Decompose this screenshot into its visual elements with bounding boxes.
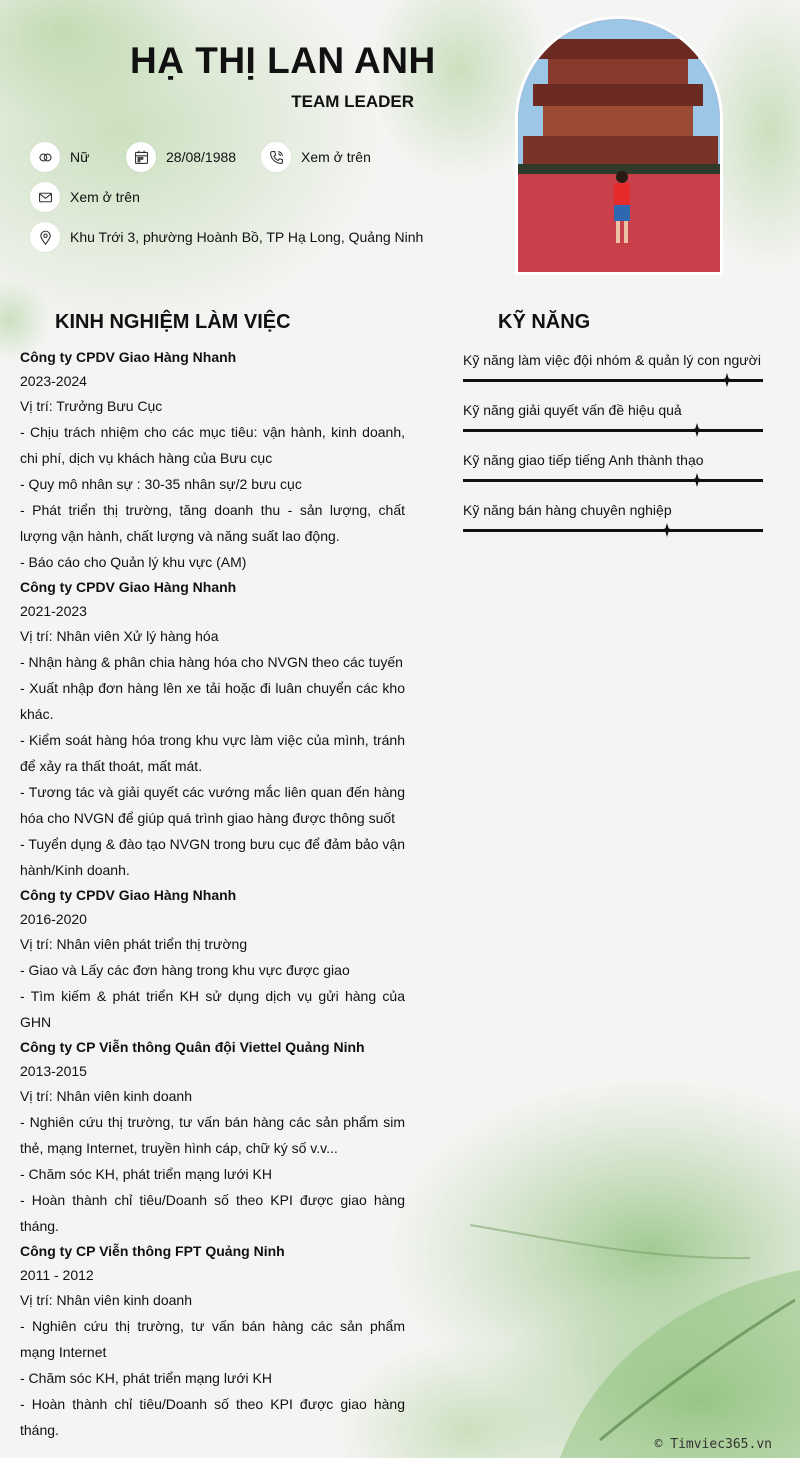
experience-item [20, 1035, 405, 1239]
duty-line: - Xuất nhập đơn hàng lên xe tải hoặc đi luân chuyển các kho khác. [20, 680, 405, 722]
skill-item [463, 350, 763, 400]
address-value: Khu Trới 3, phường Hoành Bồ, TP Hạ Long, Quảng Ninh [70, 229, 424, 245]
profile-photo [515, 16, 723, 275]
duty-line: - Nghiên cứu thị trường, tư vấn bán hàng các sản phẩm sim thẻ, mạng Internet, truyền hình cáp, chữ ký số v.v... [20, 1114, 405, 1156]
star-icon [690, 473, 704, 487]
company-name: Công ty CPDV Giao Hàng Nhanh [20, 579, 237, 595]
watermark: © Timviec365.vn [654, 1437, 772, 1452]
experience-item [20, 1239, 405, 1443]
gender-value: Nữ [70, 149, 90, 165]
duty-line: - Báo cáo cho Quản lý khu vực (AM) [20, 554, 247, 570]
birthday-value: 28/08/1988 [166, 149, 237, 165]
experience-item [20, 345, 405, 575]
duty-line: - Kiểm soát hàng hóa trong khu vực làm việc của mình, tránh để xảy ra thất thoát, mất mát. [20, 732, 405, 774]
work-period: 2021-2023 [20, 603, 87, 619]
duty-line: - Phát triển thị trường, tăng doanh thu - sản lượng, chất lượng vận hành, chất lượng và năng suất lao động. [20, 502, 405, 544]
contact-birthday [126, 142, 236, 172]
contact-gender [30, 142, 89, 172]
experience-list [20, 345, 405, 1443]
skill-item [463, 450, 763, 500]
duty-line: - Hoàn thành chỉ tiêu/Doanh số theo KPI được giao hàng tháng. [20, 1192, 405, 1234]
duty-line: - Tương tác và giải quyết các vướng mắc liên quan đến hàng hóa cho NVGN để giúp quá trình giao hàng được thông suốt [20, 784, 405, 826]
star-icon [720, 373, 734, 387]
duty-line: - Tìm kiếm & phát triển KH sử dụng dịch vụ gửi hàng của GHN [20, 988, 405, 1030]
candidate-name: HẠ THỊ LAN ANH [130, 40, 436, 81]
mail-icon [30, 182, 60, 212]
duty-line: - Quy mô nhân sự : 30-35 nhân sự/2 bưu cục [20, 476, 302, 492]
location-pin-icon [30, 222, 60, 252]
gender-icon [30, 142, 60, 172]
work-position: Vị trí: Trưởng Bưu Cục [20, 398, 163, 414]
skills-section-title: KỸ NĂNG [498, 311, 591, 333]
skill-level-bar [463, 529, 763, 532]
work-position: Vị trí: Nhân viên Xử lý hàng hóa [20, 628, 219, 644]
duty-line: - Nghiên cứu thị trường, tư vấn bán hàng các sản phẩm mạng Internet [20, 1318, 405, 1360]
phone-icon [261, 142, 291, 172]
skill-item [463, 400, 763, 450]
skill-label: Kỹ năng làm việc đội nhóm & quản lý con người [463, 352, 761, 368]
work-position: Vị trí: Nhân viên kinh doanh [20, 1292, 192, 1308]
skills-list [463, 350, 763, 550]
skill-label: Kỹ năng giao tiếp tiếng Anh thành thạo [463, 452, 704, 468]
work-period: 2011 - 2012 [20, 1267, 94, 1283]
calendar-icon [126, 142, 156, 172]
work-period: 2013-2015 [20, 1063, 87, 1079]
skill-label: Kỹ năng bán hàng chuyên nghiệp [463, 502, 672, 518]
skill-item [463, 500, 763, 550]
work-position: Vị trí: Nhân viên phát triển thị trường [20, 936, 248, 952]
experience-section-title: KINH NGHIỆM LÀM VIỆC [55, 311, 291, 333]
contact-address [30, 222, 423, 252]
company-name: Công ty CPDV Giao Hàng Nhanh [20, 887, 237, 903]
duty-line: - Chăm sóc KH, phát triển mạng lưới KH [20, 1166, 272, 1182]
work-position: Vị trí: Nhân viên kinh doanh [20, 1088, 192, 1104]
skill-level-bar [463, 479, 763, 482]
company-name: Công ty CP Viễn thông FPT Quảng Ninh [20, 1243, 285, 1259]
duty-line: - Hoàn thành chỉ tiêu/Doanh số theo KPI được giao hàng tháng. [20, 1396, 405, 1438]
company-name: Công ty CP Viễn thông Quân đội Viettel Quảng Ninh [20, 1039, 365, 1055]
email-value: Xem ở trên [70, 189, 140, 205]
contact-email [30, 182, 140, 212]
experience-item [20, 883, 405, 1035]
skill-level-bar [463, 379, 763, 382]
duty-line: - Chăm sóc KH, phát triển mạng lưới KH [20, 1370, 272, 1386]
experience-item [20, 575, 405, 883]
contact-phone [261, 142, 371, 172]
star-icon [690, 423, 704, 437]
duty-line: - Tuyển dụng & đào tạo NVGN trong bưu cục để đảm bảo vận hành/Kinh doanh. [20, 836, 405, 878]
phone-value: Xem ở trên [301, 149, 371, 165]
duty-line: - Chịu trách nhiệm cho các mục tiêu: vận hành, kinh doanh, chi phí, dịch vụ khách hàng của Bưu cục [20, 424, 405, 466]
duty-line: - Giao và Lấy các đơn hàng trong khu vực được giao [20, 962, 350, 978]
company-name: Công ty CPDV Giao Hàng Nhanh [20, 349, 237, 365]
skill-level-bar [463, 429, 763, 432]
star-icon [660, 523, 674, 537]
skill-label: Kỹ năng giải quyết vấn đề hiệu quả [463, 402, 682, 418]
job-title: TEAM LEADER [291, 92, 414, 111]
work-period: 2023-2024 [20, 373, 87, 389]
work-period: 2016-2020 [20, 911, 87, 927]
duty-line: - Nhận hàng & phân chia hàng hóa cho NVGN theo các tuyến [20, 654, 403, 670]
